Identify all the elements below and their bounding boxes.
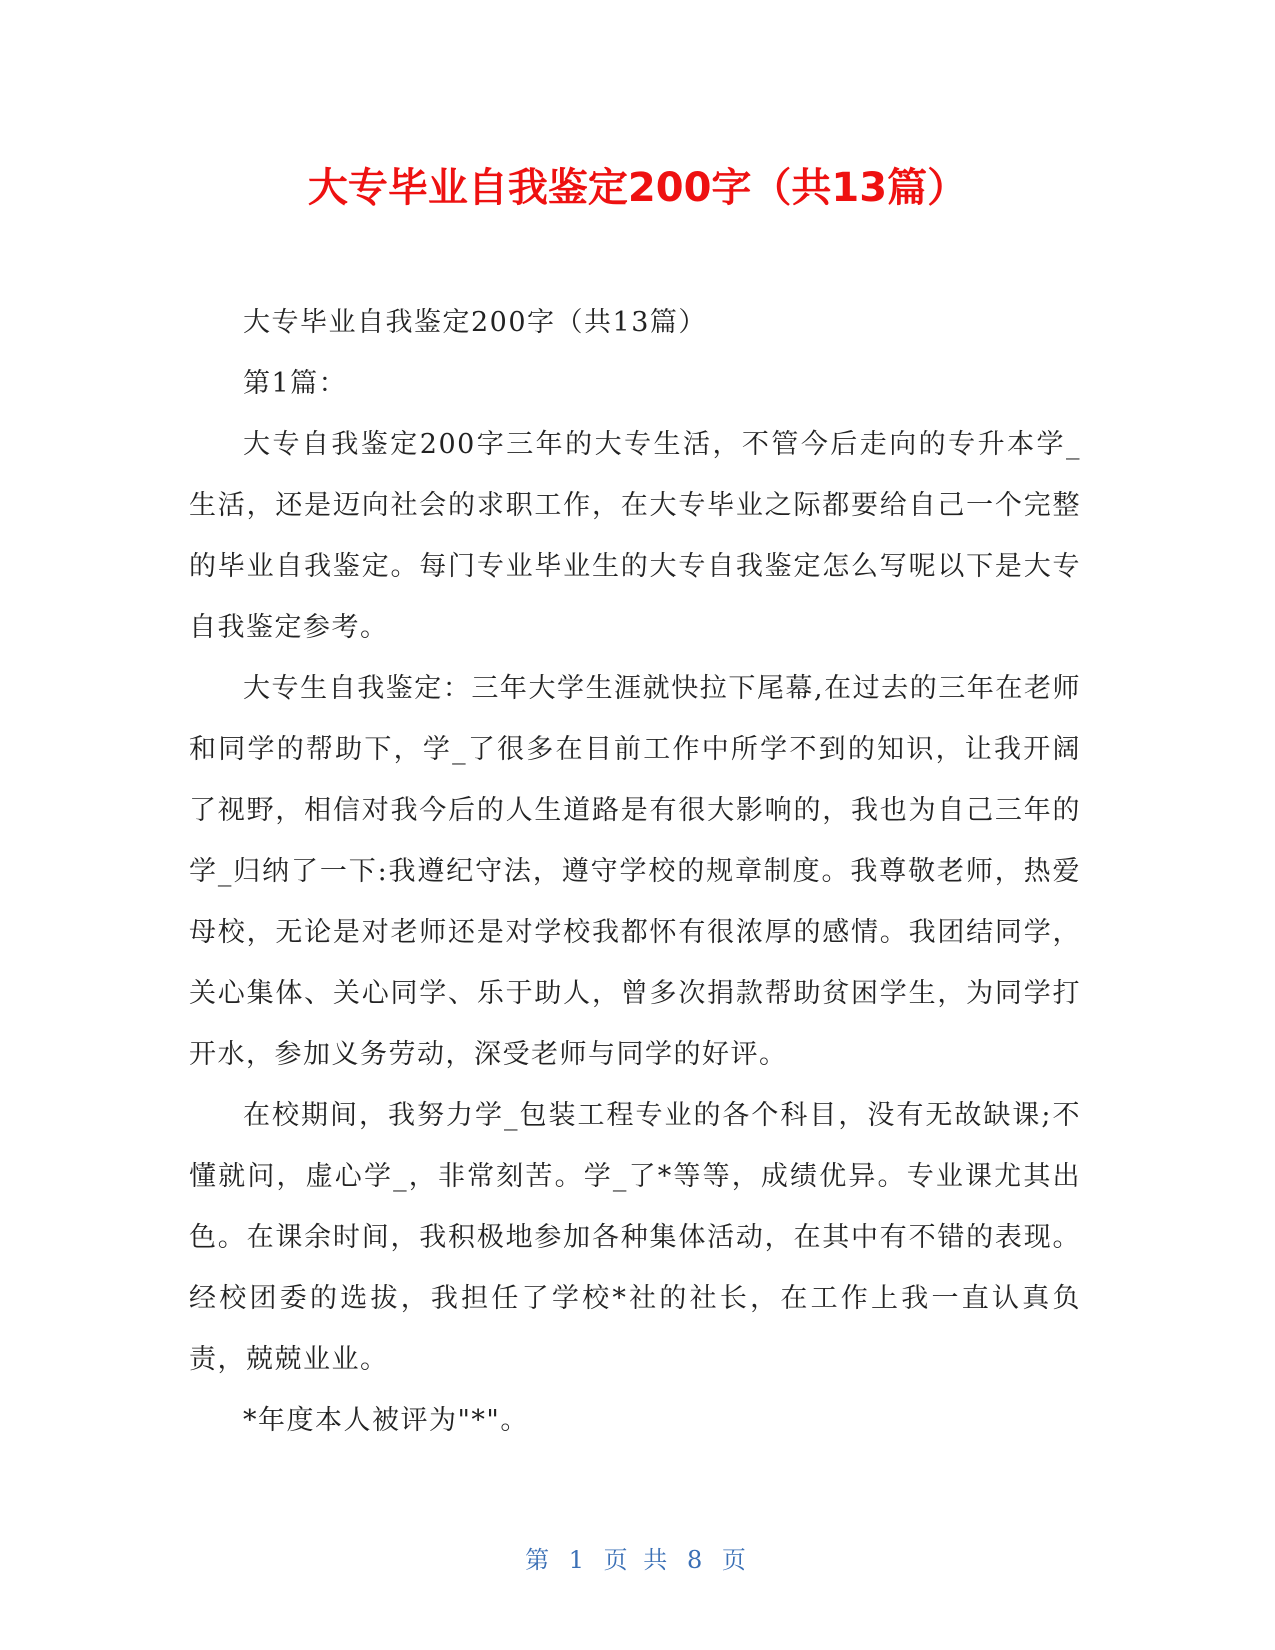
footer-middle: 页 共: [603, 1546, 672, 1574]
body-paragraph: 在校期间，我努力学_包装工程专业的各个科目，没有无故缺课;不懂就问，虚心学_，非常刻苦。学_了*等等，成绩优异。专业课尤其出色。在课余时间，我积极地参加各种集体活动，在其中有不错的表现。经校团委的选拔，我担任了学校*社的社长，在工作上我一直认真负责，兢兢业业。: [189, 1100, 1081, 1375]
footer-current-page: 1: [568, 1546, 589, 1574]
footer-total-pages: 8: [686, 1546, 707, 1574]
body-paragraph: *年度本人被评为"*"。: [243, 1405, 529, 1436]
body-paragraph: 大专自我鉴定200字三年的大专生活，不管今后走向的专升本学_生活，还是迈向社会的求职工作，在大专毕业之际都要给自己一个完整的毕业自我鉴定。每门专业毕业生的大专自我鉴定怎么写呢以下是大专自我鉴定参考。: [189, 429, 1081, 643]
footer-prefix: 第: [525, 1546, 554, 1574]
section-heading: 第1篇：: [243, 368, 348, 399]
subtitle-paragraph: 大专毕业自我鉴定200字（共13篇）: [243, 307, 707, 338]
document-title: 大专毕业自我鉴定200字（共13篇）: [307, 165, 968, 211]
body-paragraph: 大专生自我鉴定：三年大学生涯就快拉下尾幕,在过去的三年在老师和同学的帮助下，学_了很多在目前工作中所学不到的知识，让我开阔了视野，相信对我今后的人生道路是有很大影响的，我也为自己三年的学_归纳了一下:我遵纪守法，遵守学校的规章制度。我尊敬老师，热爱母校，无论是对老师还是对学校我都怀有很浓厚的感情。我团结同学，关心集体、关心同学、乐于助人，曾多次捐款帮助贫困学生，为同学打开水，参加义务劳动，深受老师与同学的好评。: [189, 673, 1081, 1070]
page-number-footer: [0, 1540, 1275, 1575]
footer-suffix: 页: [721, 1546, 750, 1574]
document-body: [189, 292, 1081, 1451]
